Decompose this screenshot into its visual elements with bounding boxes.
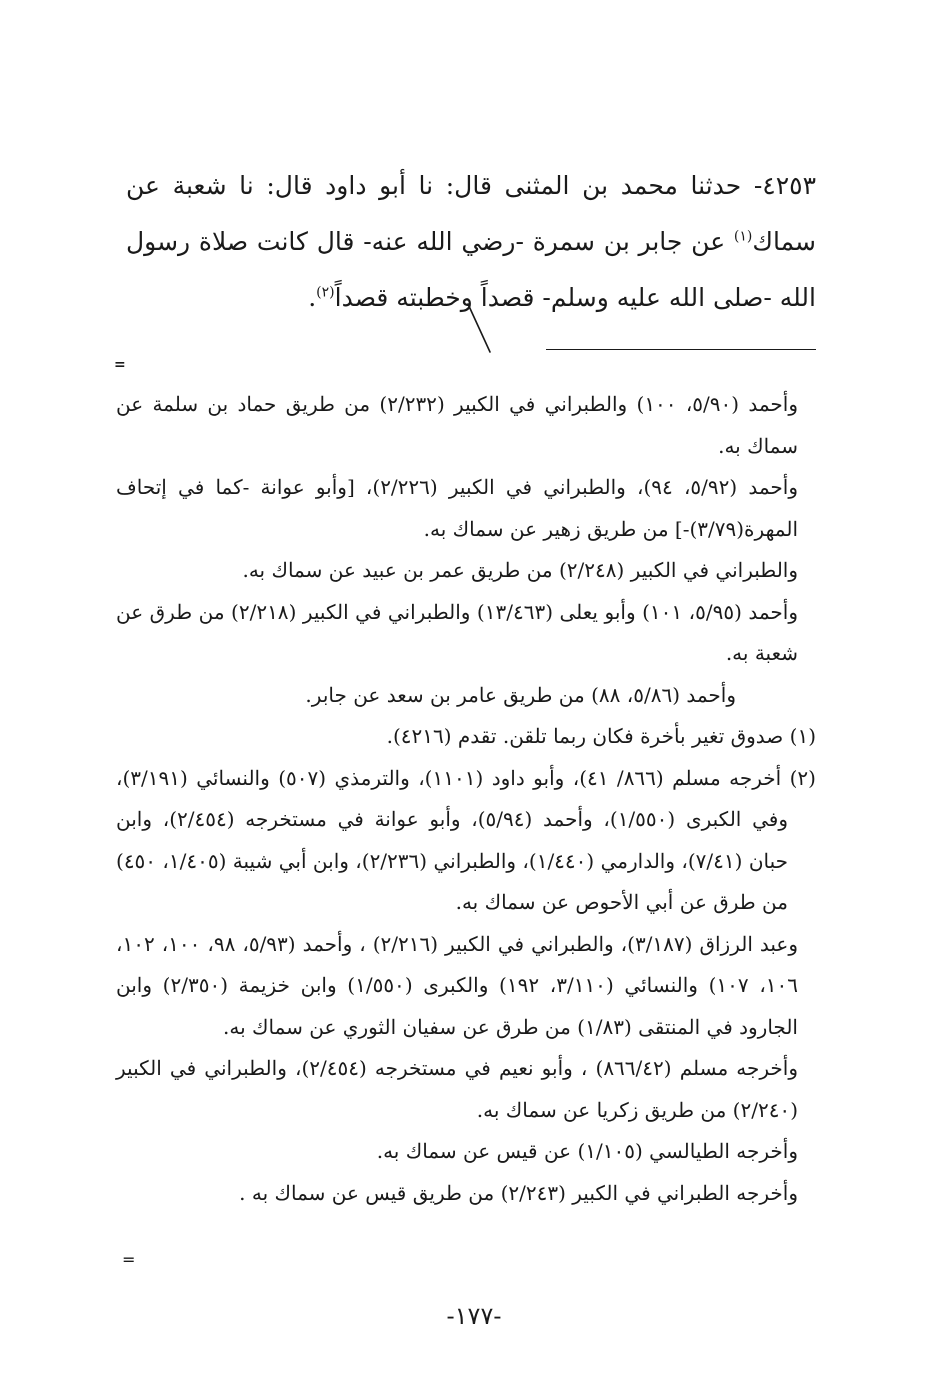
footnote-separator-rule — [546, 349, 816, 350]
footnote-ref-1[interactable]: (١) — [733, 228, 753, 245]
footnote-2-line: وعبد الرزاق (٣/١٨٧)، والطبراني في الكبير (٢/٢١٦) ، وأحمد (٥/٩٣، ٩٨، ١٠٠، ١٠٢، ١٠٦، ١٠٧) والنسائي (٣/١١٠، ١٩٢) والكبرى (١/٥٥٠) وابن خزيمة (٢/٣٥٠) وابن الجارود في المنتقى (١/٨٣) من طرق عن سفيان الثوري عن سماك به. — [116, 931, 799, 1039]
hadith-number: ٤٢٥٣ — [762, 171, 816, 200]
footnote-continuation-line: وأحمد (٥/٩٢، ٩٤)، والطبراني في الكبير (٢/٢٢٦)، [وأبو عوانة -كما في إتحاف المهرة(٣/٧٩)-] من طريق زهير عن سماك به. — [116, 475, 798, 541]
footnote-continuation-line: وأحمد (٥/٩٠، ١٠٠) والطبراني في الكبير (٢/٢٣٢) من طريق حماد بن سلمة عن سماك به. — [116, 392, 798, 458]
footnote-continuation-line: وأحمد (٥/٩٥، ١٠١) وأبو يعلى (١٣/٤٦٣) والطبراني في الكبير (٢/٢١٨) من طرق عن شعبة به. — [116, 599, 798, 665]
continuation-mark-top: = — [114, 357, 126, 373]
hadith-text-end: . — [308, 283, 317, 312]
hadith-text-part2: عن جابر بن سمرة -رضي الله عنه- قال كانت صلاة رسول الله -صلى الله عليه وسلم- قصداً وخطبته قصداً — [126, 227, 816, 312]
hadith-text — [126, 158, 816, 326]
footnote-2-line: وأخرجه مسلم (٨٦٦/٤٢) ، وأبو نعيم في مستخرجه (٢/٤٥٤)، والطبراني في الكبير (٢/٢٤٠) من طريق زكريا عن سماك به. — [116, 1056, 799, 1122]
continuation-mark-bottom: = — [122, 1250, 136, 1269]
footnote-continuation-line: والطبراني في الكبير (٢/٢٤٨) من طريق عمر بن عبيد عن سماك به. — [242, 558, 798, 582]
footnote-continuation-line: وأحمد (٥/٨٦، ٨٨) من طريق عامر بن سعد عن جابر. — [305, 682, 736, 707]
footnote-2-line: وأخرجه الطيالسي (١/١٠٥) عن قيس عن سماك به. — [376, 1139, 798, 1163]
footnote-1: (١) صدوق تغير بأخرة فكان ربما تلقن. تقدم (٤٢١٦). — [386, 724, 816, 748]
footnote-2: (٢) أخرجه مسلم (٨٦٦/ ٤١)، وأبو داود (١١٠١)، والترمذي (٥٠٧) والنسائي (٣/١٩١)، وفي الكبرى (١/٥٥٠)، وأحمد (٥/٩٤)، وأبو عوانة في مستخرجه (٢/٤٥٤)، وابن حبان (٧/٤١)، والدارمي (١/٤٤٠)، والطبراني (٢/٢٣٦)، وابن أبي شيبة (١/٤٠٥، ٤٥٠) من طرق عن أبي الأحوص عن سماك به. — [116, 765, 816, 914]
page-number: -١٧٧- — [446, 1302, 502, 1330]
footnotes-section — [116, 384, 816, 1214]
hadith-text-part1: - حدثنا محمد بن المثنى قال: نا أبو داود قال: نا شعبة عن سماك — [126, 171, 816, 256]
footnote-ref-2[interactable]: (٢) — [316, 284, 335, 301]
handwritten-pen-mark — [460, 302, 500, 354]
footnote-2-line: وأخرجه الطبراني في الكبير (٢/٢٤٣) من طريق قيس عن سماك به . — [239, 1180, 798, 1205]
